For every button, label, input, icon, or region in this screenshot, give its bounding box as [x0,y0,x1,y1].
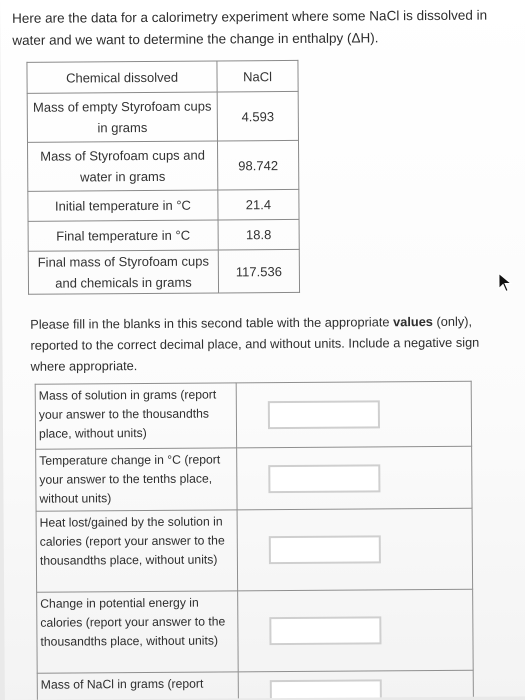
question-label: Mass of solution in grams (report your answer to the thousandths place, without units) [35,383,236,449]
row-value: 21.4 [218,189,299,220]
heat-calories-input[interactable] [269,535,381,564]
data-table [26,60,300,295]
row-label: Mass of Styrofoam cups and water in grams [27,141,217,191]
table-row [27,91,298,142]
mouse-pointer-icon [498,272,514,292]
question-label: Temperature change in °C (report your answer to the tenths place, without units) [36,448,237,511]
answer-cell [236,381,471,448]
potential-energy-input[interactable] [269,616,381,645]
question-label: Mass of NaCl in grams (report [37,672,238,700]
header-label: Chemical dissolved [27,61,217,93]
answer-table [35,381,474,700]
answer-row [36,508,473,592]
row-label: Final temperature in °C [28,220,218,251]
answer-row [35,381,471,449]
data-table-header [27,60,298,93]
table-row [28,249,299,294]
question-label: Heat lost/gained by the solution in calories (report your answer to the thousandths place, without units) [36,510,238,592]
answer-cell [238,670,473,700]
row-label: Final mass of Styrofoam cups and chemicals in grams [28,250,218,294]
instructions-text [30,311,500,377]
instructions-part-2: (only), reported to the correct decimal place, and without units. Include a negative sign where appropriate. [30,313,480,374]
question-label: Change in potential energy in calories (report your answer to the thousandths place, without units) [37,591,239,673]
row-value: 98.742 [217,140,298,190]
answer-row [37,589,474,673]
instructions-part-1: Please fill in the blanks in this second table with the appropriate [30,314,394,332]
answer-cell [238,589,474,672]
temperature-change-input[interactable] [268,464,380,493]
answer-cell [237,508,473,591]
header-value: NaCl [217,60,298,92]
intro-text: Here are the data for a calorimetry experiment where some NaCl is dissolved in water and we want to determine the change in enthalpy (ΔH). [12,7,488,48]
table-row [27,140,298,191]
row-label: Mass of empty Styrofoam cups in grams [27,92,217,142]
row-value: 18.8 [218,219,299,250]
table-row [28,219,299,251]
answer-row [37,670,473,700]
row-value: 117.536 [218,249,299,293]
row-label: Initial temperature in °C [28,190,218,221]
instructions-bold: values [393,313,433,330]
table-row [28,189,299,221]
answer-row [36,446,472,511]
row-value: 4.593 [217,91,298,141]
mass-of-solution-input[interactable] [268,400,380,429]
answer-cell [237,446,472,510]
mass-of-nacl-input[interactable] [270,679,382,700]
